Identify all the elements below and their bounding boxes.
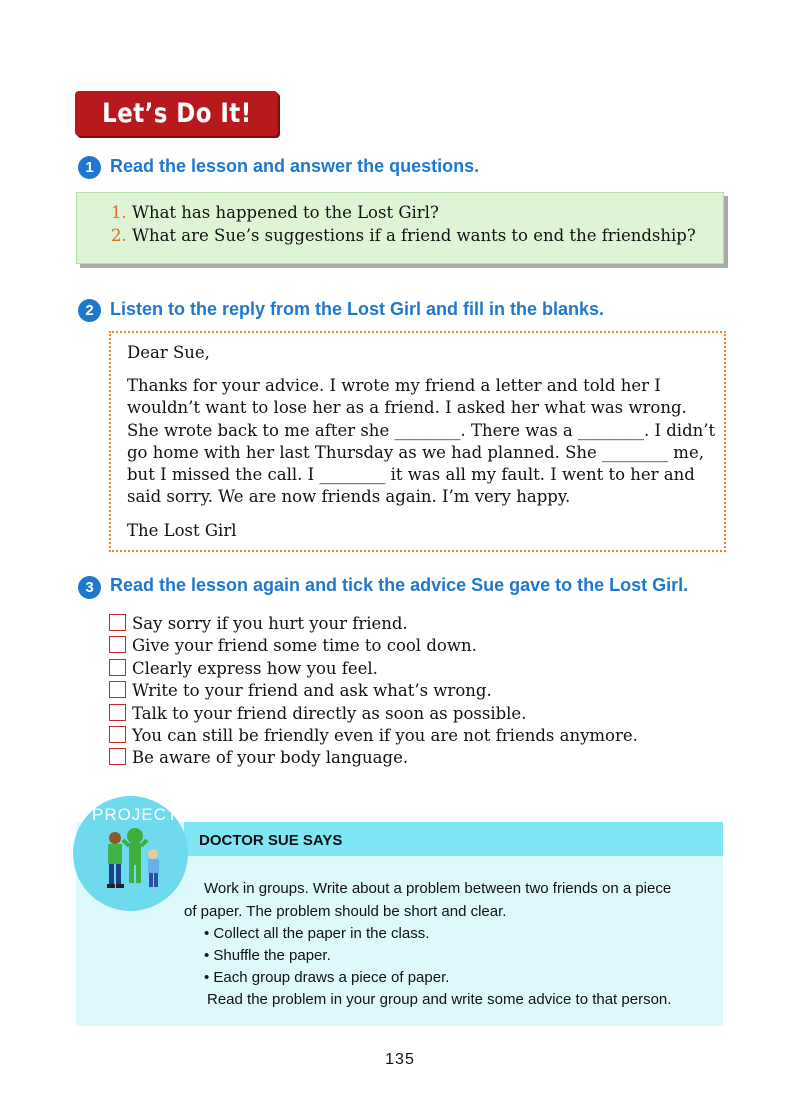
child-left [107,832,124,888]
question-1 [111,203,439,222]
letter-body: Thanks for your advice. I wrote my friend a letter and told her I wouldn’t want to lose her as a friend. I asked her what was wrong. She wrote back to me after she ________. There was a ________. I didn’t go home with her last Thursday as we had planned. She ________ me, but I missed the call. I ________ it was all my fault. I went to her and said sorry. We are now friends again. I’m very happy. [127,376,716,507]
question-2-number: 2. [111,226,127,245]
advice-item [109,613,638,635]
checkbox[interactable] [109,748,126,765]
project-closing: Read the problem in your group and write some advice to that person. [207,991,672,1008]
advice-item [109,747,638,769]
letter-box [109,331,726,552]
checkbox[interactable] [109,614,126,631]
question-2 [111,226,696,245]
kids-illustration-icon [95,826,170,894]
project-line-1: Work in groups. Write about a problem between two friends on a piece [204,880,672,897]
project-label: PROJECT [92,805,179,824]
advice-checklist [109,613,638,770]
project-title: DOCTOR SUE SAYS [199,832,343,849]
advice-text: Say sorry if you hurt your friend. [132,614,408,633]
question-1-number: 1. [111,203,127,222]
advice-text: Clearly express how you feel. [132,658,378,678]
advice-item [109,658,638,680]
advice-item [109,635,638,657]
section-2-number: 2 [78,299,101,322]
advice-text: You can still be friendly even if you are not friends anymore. [132,725,638,745]
advice-item [109,680,638,702]
letter-greeting: Dear Sue, [127,343,210,362]
advice-item [109,725,638,747]
section-2-heading: Listen to the reply from the Lost Girl and fill in the blanks. [110,299,605,319]
question-2-text: What are Sue’s suggestions if a friend wants to end the friendship? [132,226,696,245]
checkbox[interactable] [109,704,126,721]
frog-figure [123,828,147,883]
project-bullet-1: • Collect all the paper in the class. [204,925,430,942]
page-number: 135 [385,1051,415,1068]
section-1-number: 1 [78,156,101,179]
advice-text: Talk to your friend directly as soon as possible. [132,703,527,723]
checkbox[interactable] [109,726,126,743]
child-right [148,849,159,887]
question-1-text: What has happened to the Lost Girl? [132,203,439,222]
checkbox[interactable] [109,636,126,653]
advice-text: Give your friend some time to cool down. [132,636,477,656]
section-3-number: 3 [78,576,101,599]
section-1-heading: Read the lesson and answer the questions. [110,156,480,176]
lets-do-it-banner [75,91,278,136]
letter-signoff: The Lost Girl [127,521,237,540]
banner-text: Let’s Do It! [101,98,252,129]
advice-text: Write to your friend and ask what’s wrong. [132,681,492,701]
questions-box [76,192,724,264]
advice-text: Be aware of your body language. [132,748,409,768]
checkbox[interactable] [109,659,126,676]
project-bullet-3: • Each group draws a piece of paper. [204,969,450,986]
project-bullet-2: • Shuffle the paper. [204,947,331,964]
advice-item [109,703,638,725]
section-3-heading: Read the lesson again and tick the advice Sue gave to the Lost Girl. [110,575,689,595]
checkbox[interactable] [109,681,126,698]
project-line-2: of paper. The problem should be short and clear. [184,903,507,920]
